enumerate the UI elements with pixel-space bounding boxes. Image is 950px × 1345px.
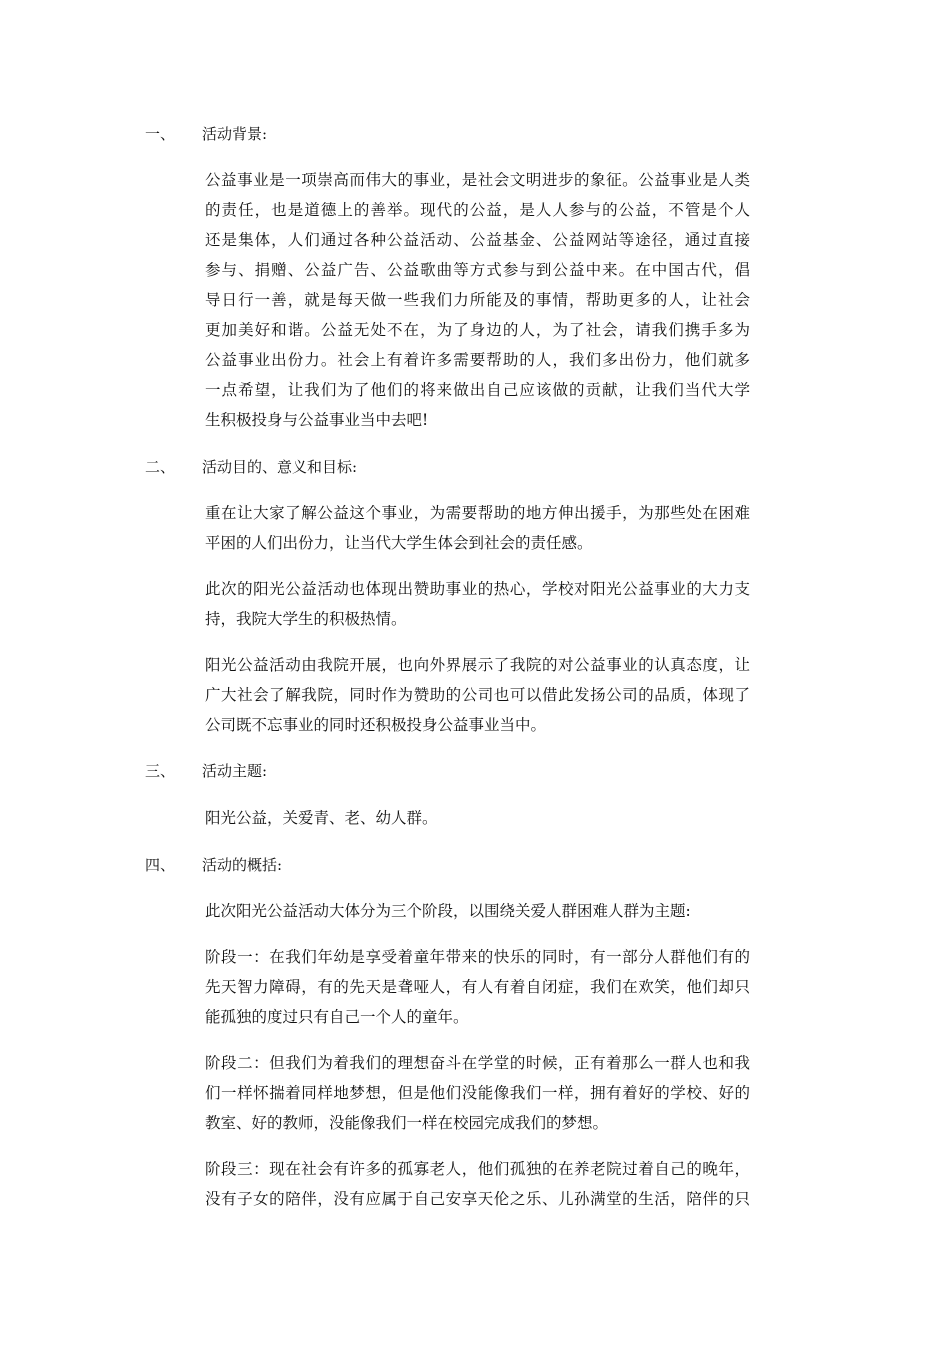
text-line: 先天智力障碍，有的先天是聋哑人，有人有着自闭症，我们在欢笑，他们却只 [205, 978, 750, 996]
text-line: 更加美好和谐。公益无处不在，为了身边的人，为了社会，请我们携手多为 [205, 321, 750, 339]
text-line: 们一样怀揣着同样地梦想，但是他们没能像我们一样，拥有着好的学校、好的 [205, 1084, 750, 1102]
paragraph-purpose-1 [205, 498, 750, 558]
section-number: 三、 [145, 762, 176, 780]
text-line: 能孤独的度过只有自己一个人的童年。 [205, 1008, 469, 1026]
section-number: 二、 [145, 458, 176, 476]
text-line: 重在让大家了解公益这个事业，为需要帮助的地方伸出援手，为那些处在困难 [205, 504, 750, 522]
paragraph-stage-3 [205, 1154, 750, 1214]
text-line: 还是集体，人们通过各种公益活动、公益基金、公益网站等途径，通过直接 [205, 231, 750, 249]
text-line: 阳光公益活动由我院开展，也向外界展示了我院的对公益事业的认真态度，让 [205, 656, 750, 674]
text-line: 平困的人们出份力，让当代大学生体会到社会的责任感。 [205, 534, 593, 552]
paragraph-overview [205, 896, 750, 926]
section-number: 一、 [145, 125, 176, 143]
text-line: 教室、好的教师，没能像我们一样在校园完成我们的梦想。 [205, 1114, 609, 1132]
section-title: 活动的概括: [202, 856, 283, 874]
text-line: 公司既不忘事业的同时还积极投身公益事业当中。 [205, 716, 547, 734]
text-line: 此次的阳光公益活动也体现出赞助事业的热心，学校对阳光公益事业的大力支 [205, 580, 750, 598]
text-line: 阶段一：在我们年幼是享受着童年带来的快乐的同时，有一部分人群他们有的 [205, 948, 750, 966]
section-title: 活动主题: [202, 762, 268, 780]
text-line: 生积极投身与公益事业当中去吧! [205, 411, 429, 429]
paragraph-stage-1 [205, 942, 750, 1032]
paragraph-purpose-2 [205, 574, 750, 634]
text-line: 公益事业是一项崇高而伟大的事业，是社会文明进步的象征。公益事业是人类 [205, 171, 750, 189]
text-line: 公益事业出份力。社会上有着许多需要帮助的人，我们多出份力，他们就多 [205, 351, 750, 369]
paragraph-background [205, 165, 750, 435]
section-title: 活动背景: [202, 125, 268, 143]
paragraph-purpose-3 [205, 650, 750, 740]
section-number: 四、 [145, 856, 176, 874]
paragraph-stage-2 [205, 1048, 750, 1138]
text-line: 阶段三：现在社会有许多的孤寡老人，他们孤独的在养老院过着自己的晚年， [205, 1160, 750, 1178]
text-line: 广大社会了解我院，同时作为赞助的公司也可以借此发扬公司的品质，体现了 [205, 686, 750, 704]
section-heading-2 [0, 455, 950, 479]
text-line: 持，我院大学生的积极热情。 [205, 610, 407, 628]
paragraph-theme [205, 803, 750, 833]
text-line: 没有子女的陪伴，没有应属于自己安享天伦之乐、儿孙满堂的生活，陪伴的只 [205, 1190, 750, 1208]
text-line: 导日行一善，就是每天做一些我们力所能及的事情，帮助更多的人，让社会 [205, 291, 750, 309]
text-line: 一点希望，让我们为了他们的将来做出自己应该做的贡献，让我们当代大学 [205, 381, 750, 399]
text-line: 此次阳光公益活动大体分为三个阶段，以围绕关爱人群困难人群为主题: [205, 902, 691, 920]
section-heading-3 [0, 759, 950, 783]
text-line: 阶段二：但我们为着我们的理想奋斗在学堂的时候，正有着那么一群人也和我 [205, 1054, 750, 1072]
section-heading-4 [0, 853, 950, 877]
section-heading-1 [0, 122, 950, 146]
text-line: 的责任，也是道德上的善举。现代的公益，是人人参与的公益，不管是个人 [205, 201, 750, 219]
text-line: 参与、捐赠、公益广告、公益歌曲等方式参与到公益中来。在中国古代，倡 [205, 261, 750, 279]
text-line: 阳光公益，关爱青、老、幼人群。 [205, 809, 438, 827]
section-title: 活动目的、意义和目标: [202, 458, 358, 476]
